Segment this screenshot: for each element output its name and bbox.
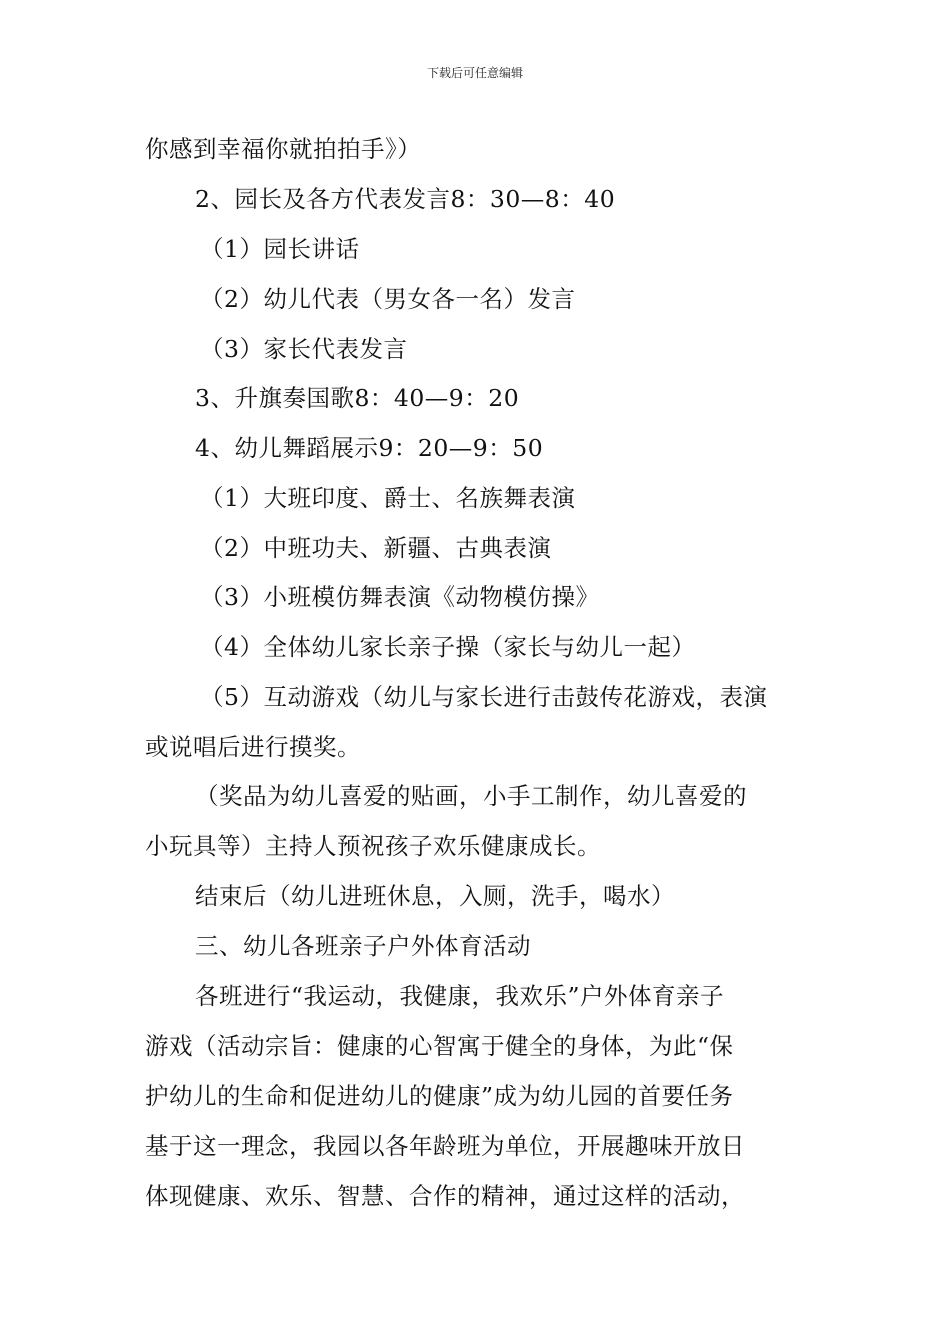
- text-line: （2）幼儿代表（男女各一名）发言: [200, 285, 576, 313]
- text-line: （3）家长代表发言: [200, 335, 408, 363]
- text-line: （1）园长讲话: [200, 235, 360, 263]
- text-line: （1）大班印度、爵士、名族舞表演: [200, 484, 576, 512]
- text-line: 护幼儿的生命和促进幼儿的健康”成为幼儿园的首要任务: [145, 1082, 734, 1110]
- text-line: （奖品为幼儿喜爱的贴画，小手工制作，幼儿喜爱的: [195, 782, 747, 810]
- text-line: （2）中班功夫、新疆、古典表演: [200, 534, 552, 562]
- text-line: 小玩具等）主持人预祝孩子欢乐健康成长。: [145, 832, 601, 860]
- text-line: 各班进行“我运动，我健康，我欢乐”户外体育亲子: [195, 982, 725, 1010]
- text-line: 三、幼儿各班亲子户外体育活动: [195, 932, 531, 960]
- text-line: 结束后（幼儿进班休息，入厕，洗手，喝水）: [195, 882, 675, 910]
- text-line: 2、园长及各方代表发言8：30—8：40: [195, 185, 616, 213]
- text-line: 体现健康、欢乐、智慧、合作的精神，通过这样的活动，: [145, 1182, 745, 1210]
- text-line: 4、幼儿舞蹈展示9：20—9：50: [195, 434, 544, 462]
- text-line: 基于这一理念，我园以各年龄班为单位，开展趣味开放日: [145, 1132, 745, 1160]
- text-line: 3、升旗奏国歌8：40—9：20: [195, 384, 520, 412]
- text-line: （4）全体幼儿家长亲子操（家长与幼儿一起）: [200, 633, 696, 661]
- page-header-note: 下载后可任意编辑: [426, 66, 523, 80]
- text-line: （5）互动游戏（幼儿与家长进行击鼓传花游戏，表演: [200, 683, 768, 711]
- text-line: 或说唱后进行摸奖。: [145, 733, 361, 761]
- text-line: （3）小班模仿舞表演《动物模仿操》: [200, 583, 600, 611]
- text-line: 你感到幸福你就拍拍手》）: [145, 135, 422, 163]
- text-line: 游戏（活动宗旨：健康的心智寓于健全的身体，为此“保: [145, 1032, 734, 1060]
